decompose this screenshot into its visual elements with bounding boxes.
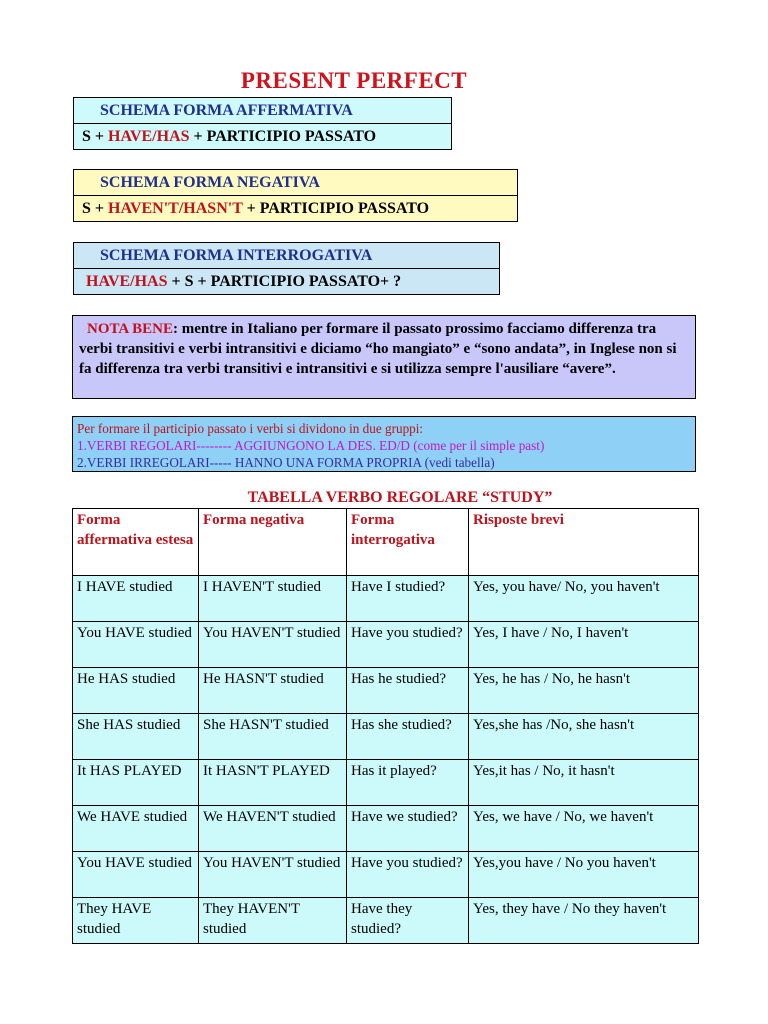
schema-negativa-heading: SCHEMA FORMA NEGATIVA (74, 170, 517, 196)
formula-participle: + PARTICIPIO PASSATO (242, 200, 430, 217)
table-cell: Has it played? (347, 760, 469, 806)
verb-groups-regular: 1.VERBI REGOLARI-------- AGGIUNGONO LA DES. ED/D (come per il simple past) (77, 438, 545, 453)
table-cell: Have you studied? (347, 622, 469, 668)
table-cell: They HAVEN'T studied (199, 898, 347, 944)
schema-affermativa-heading: SCHEMA FORMA AFFERMATIVA (74, 98, 451, 124)
table-header-cell: Forma affermativa estesa (73, 509, 199, 576)
schema-affermativa-box (73, 97, 452, 150)
page-title: PRESENT PERFECT (240, 68, 468, 93)
table-cell: You HAVEN'T studied (199, 852, 347, 898)
schema-affermativa-formula (74, 124, 451, 150)
verb-groups-irregular: 2.VERBI IRREGOLARI----- HANNO UNA FORMA PROPRIA (vedi tabella) (77, 455, 495, 470)
table-cell: They HAVE studied (73, 898, 199, 944)
table-row (73, 622, 699, 668)
table-row (73, 760, 699, 806)
table-header-row (73, 509, 699, 576)
table-title: TABELLA VERBO REGOLARE “STUDY” (247, 489, 553, 506)
table-cell: Yes, I have / No, I haven't (469, 622, 699, 668)
table-header-cell: Risposte brevi (469, 509, 699, 576)
table-cell: Have we studied? (347, 806, 469, 852)
table-row (73, 898, 699, 944)
table-cell: She HAS studied (73, 714, 199, 760)
table-header-cell: Forma interrogativa (347, 509, 469, 576)
nota-bene-label: NOTA BENE (87, 321, 173, 337)
schema-negativa-box (73, 169, 518, 222)
table-cell: She HASN'T studied (199, 714, 347, 760)
formula-subject: S + (82, 128, 109, 145)
table-header-cell: Forma negativa (199, 509, 347, 576)
verb-groups-box (72, 416, 696, 472)
table-cell: We HAVEN'T studied (199, 806, 347, 852)
table-cell: It HASN'T PLAYED (199, 760, 347, 806)
table-cell: Yes,she has /No, she hasn't (469, 714, 699, 760)
formula-participle: + PARTICIPIO PASSATO (189, 128, 377, 145)
table-cell: Yes, he has / No, he hasn't (469, 668, 699, 714)
table-cell: You HAVE studied (73, 852, 199, 898)
nota-bene-text: : mentre in Italiano per formare il passato prossimo facciamo differenza tra verbi transitivi e verbi intransitivi e diciamo “ho mangiato” e “sono andata”, in Inglese non si fa differenza tra verbi transitivi e intransitivi e si utilizza sempre l'ausiliare “avere”. (79, 321, 677, 377)
formula-rest: + S + PARTICIPIO PASSATO+ ? (167, 273, 402, 290)
table-cell: It HAS PLAYED (73, 760, 199, 806)
verb-groups-intro: Per formare il participio passato i verbi si dividono in due gruppi: (77, 421, 424, 436)
table-cell: Yes, they have / No they haven't (469, 898, 699, 944)
table-cell: Yes, you have/ No, you haven't (469, 576, 699, 622)
formula-auxiliary: HAVEN'T/HASN'T (108, 200, 243, 217)
table-row (73, 576, 699, 622)
nota-bene-box (72, 315, 696, 399)
table-cell: Has he studied? (347, 668, 469, 714)
table-row (73, 668, 699, 714)
table-cell: Yes, we have / No, we haven't (469, 806, 699, 852)
table-cell: We HAVE studied (73, 806, 199, 852)
table-cell: He HAS studied (73, 668, 199, 714)
table-cell: Have I studied? (347, 576, 469, 622)
table-cell: Have they studied? (347, 898, 469, 944)
table-cell: I HAVE studied (73, 576, 199, 622)
schema-interrogativa-formula (74, 269, 499, 295)
table-row (73, 714, 699, 760)
table-cell: Has she studied? (347, 714, 469, 760)
schema-interrogativa-box (73, 242, 500, 295)
table-cell: Yes,it has / No, it hasn't (469, 760, 699, 806)
schema-negativa-formula (74, 196, 517, 222)
schema-interrogativa-heading: SCHEMA FORMA INTERROGATIVA (74, 243, 499, 269)
table-cell: Have you studied? (347, 852, 469, 898)
table-row (73, 852, 699, 898)
formula-subject: S + (82, 200, 109, 217)
formula-auxiliary: HAVE/HAS (86, 273, 168, 290)
verb-table (72, 508, 699, 944)
table-cell: Yes,you have / No you haven't (469, 852, 699, 898)
table-cell: He HASN'T studied (199, 668, 347, 714)
table-cell: You HAVE studied (73, 622, 199, 668)
table-cell: I HAVEN'T studied (199, 576, 347, 622)
formula-auxiliary: HAVE/HAS (108, 128, 190, 145)
table-cell: You HAVEN'T studied (199, 622, 347, 668)
table-row (73, 806, 699, 852)
